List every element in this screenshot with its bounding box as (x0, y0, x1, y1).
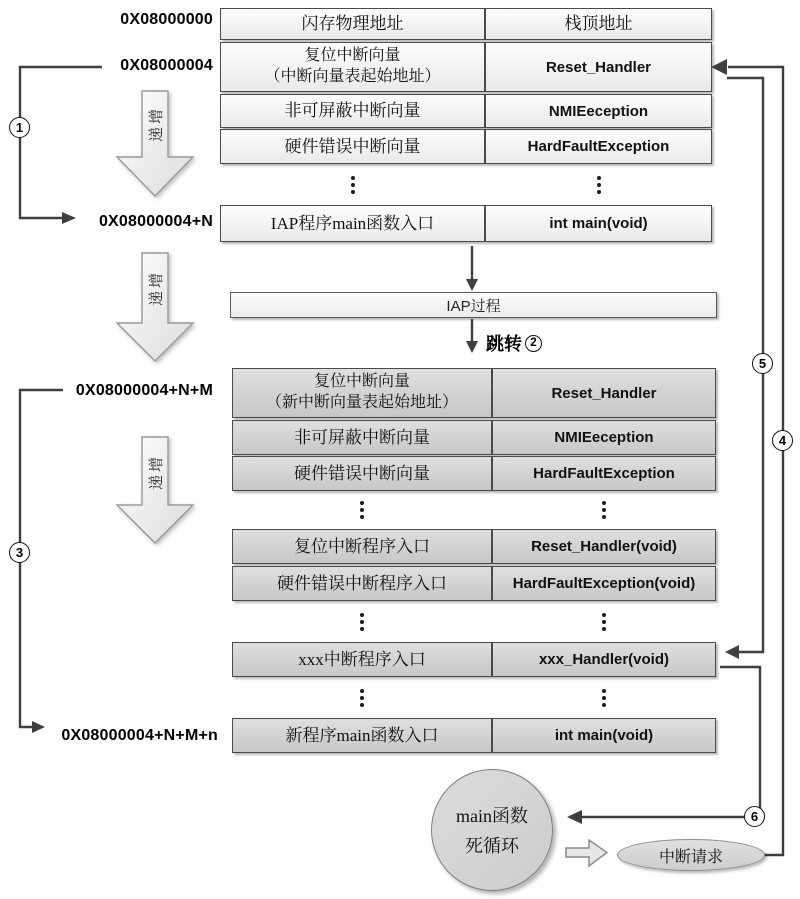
cell-flash-physical-address: 闪存物理地址 (220, 8, 485, 40)
arrowhead-connector-6 (567, 810, 582, 824)
cell-new-hardfault-handler: HardFaultException (492, 456, 716, 491)
jump-text: 跳转 (486, 334, 522, 354)
cell-hardfault-vector: 硬件错误中断向量 (220, 129, 485, 164)
interrupt-request-ellipse: 中断请求 (617, 839, 765, 871)
address-vector-start: 0X08000004 (120, 57, 213, 74)
cell-int-main: int main(void) (485, 205, 712, 242)
connector-line-6 (582, 667, 760, 817)
circled-number-4: 4 (772, 430, 793, 451)
arrowhead-connector-4 (711, 59, 727, 75)
address-new-vector-start: 0X08000004+N+M (75, 382, 213, 399)
cell-hardfault-handler: HardFaultException (485, 129, 712, 164)
arrowhead-connector-5 (725, 645, 739, 659)
increment-label-top: 递增 (148, 106, 165, 143)
flow-arrow-table1-to-iap (466, 246, 478, 291)
circled-number-6: 6 (744, 806, 765, 827)
increment-label-middle: 递增 (148, 270, 165, 307)
cell-xxx-program-entry: xxx中断程序入口 (232, 642, 492, 677)
circled-number-3: 3 (9, 542, 30, 563)
cell-new-nmi-vector: 非可屏蔽中断向量 (232, 420, 492, 455)
block-arrow-icon (566, 840, 607, 866)
address-iap-main-entry: 0X08000004+N (98, 213, 213, 230)
cell-reset-handler: Reset_Handler (485, 42, 712, 92)
cell-reset-handler-void: Reset_Handler(void) (492, 529, 716, 564)
cell-new-hardfault-vector: 硬件错误中断向量 (232, 456, 492, 491)
flow-arrow-iap-to-table2 (466, 319, 478, 353)
main-loop-line1: main函数 (456, 806, 528, 826)
cell-hardfault-handler-void: HardFaultException(void) (492, 566, 716, 601)
cell-line: （新中断向量表起始地址） (265, 394, 458, 411)
cell-nmi-handler: NMIEeception (485, 94, 712, 128)
cell-line: 复位中断向量 (313, 373, 410, 391)
iap-process-bar: IAP过程 (230, 292, 717, 318)
connector-line-4 (728, 67, 783, 855)
cell-reset-program-entry: 复位中断程序入口 (232, 529, 492, 564)
jump-label (486, 330, 542, 356)
circled-number-1: 1 (9, 117, 30, 138)
increment-label-bottom: 递增 (148, 454, 165, 491)
cell-new-int-main: int main(void) (492, 718, 716, 753)
cell-iap-main-entry: IAP程序main函数入口 (220, 205, 485, 242)
cell-nmi-vector: 非可屏蔽中断向量 (220, 94, 485, 128)
circled-number-5: 5 (752, 353, 773, 374)
cell-line: 复位中断向量 (304, 47, 401, 65)
bracket-line-1 (20, 67, 102, 218)
main-loop-line2: 死循环 (465, 836, 519, 856)
circled-number-2: 2 (525, 335, 542, 352)
cell-stack-top-address: 栈顶地址 (485, 8, 712, 40)
address-flash-base: 0X08000000 (120, 11, 213, 28)
main-loop-circle (431, 769, 553, 891)
cell-hardfault-program-entry: 硬件错误中断程序入口 (232, 566, 492, 601)
cell-line: （中断向量表起始地址） (264, 68, 441, 85)
cell-new-nmi-handler: NMIEeception (492, 420, 716, 455)
cell-new-main-entry: 新程序main函数入口 (232, 718, 492, 753)
address-new-main-entry: 0X08000004+N+M+n (61, 727, 218, 744)
cell-xxx-handler-void: xxx_Handler(void) (492, 642, 716, 677)
cell-new-reset-handler: Reset_Handler (492, 368, 716, 418)
